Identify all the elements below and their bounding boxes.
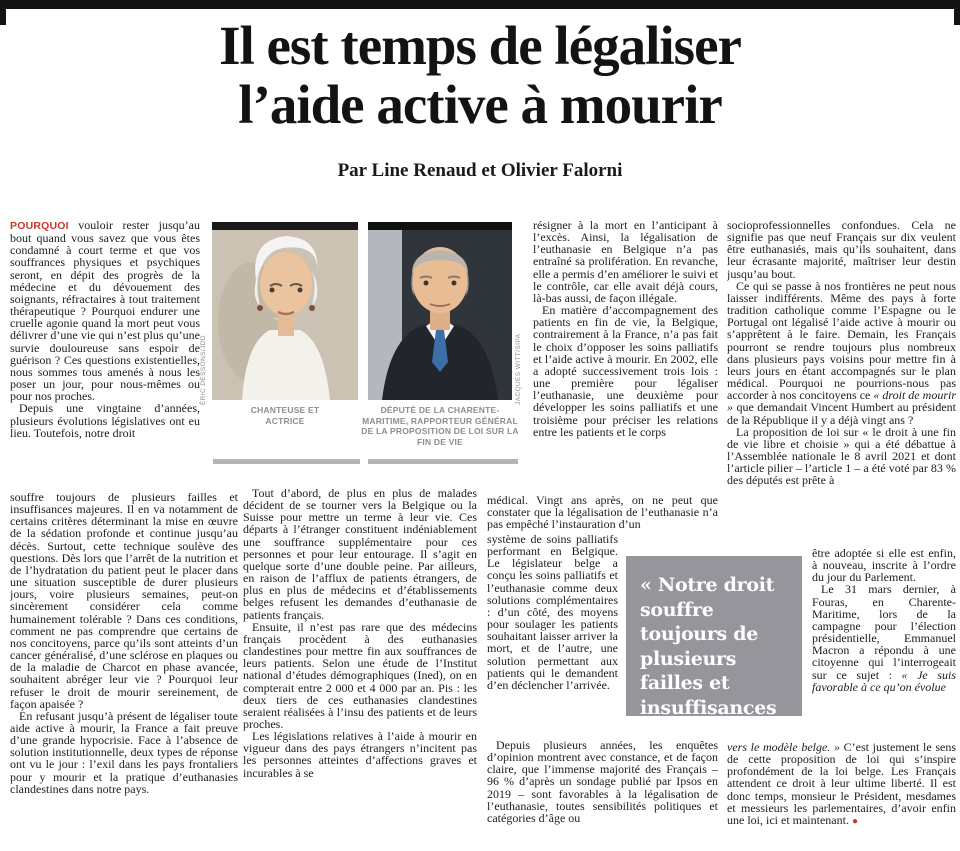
article-column-3-beside-quote <box>487 533 618 739</box>
article-end-mark: ● <box>851 815 859 827</box>
portrait-illustration-woman <box>212 222 358 400</box>
paragraph: Les législations relatives à l’aide à mourir en vigueur dans des pays étrangers n’incitent pas les personnes atteintes d’affections graves et incurables à se <box>243 729 477 780</box>
macron-quote-start: « Je suis favorable à ce qu’on évolue <box>812 667 956 694</box>
caption-divider-left <box>213 459 360 464</box>
paragraph: médical. Vingt ans après, on ne peut que constater que la légalisation de l’euthanasie n’a pas empêché l’instauration d’un <box>487 494 718 532</box>
paragraph <box>727 741 956 828</box>
paragraph-text: vouloir rester jusqu’au bout quand vous savez que vous êtes condamné à court terme et que vos souffrances physiques et psychiques seront, en dépit des progrès de la médecine et du dévouement des soignants, réfractaires à tout traitement thérapeutique ? Pourquoi endurer une cruelle agonie quand la mort peut vous délivrer d’une vie qui n’est plus qu’une survie douloureuse sans espoir de guérison ? Ces questions existentielles, nous sommes tous amenés à nous les poser un jour, pour nous-mêmes ou pour nos proches. <box>10 219 200 404</box>
article-column-4-bottom <box>727 741 956 850</box>
caption-divider-right <box>368 459 518 464</box>
headline-line-2: l’aide active à mourir <box>238 74 722 135</box>
portrait-photo-olivier-falorni <box>368 222 512 400</box>
paragraph: Tout d’abord, de plus en plus de malades décident de se tourner vers la Belgique ou la Suisse pour mettre un terme à leur vie. Ces départs à l’étranger constituent indéniablement une souffrance supplémentaire pour ces personnes et pour leur entourage. Il s’agit en quelque sorte d’une double peine. Par ailleurs, en raison de l’afflux de patients étrangers, de plus en plus de médecins et d’établissements belges refusent les demandes d’euthanasie de patients français. <box>243 487 477 622</box>
article-column-1-bottom <box>10 491 238 851</box>
paragraph: En refusant jusqu’à présent de légaliser toute aide active à mourir, la France a fait preuve d’une grande hypocrisie. Face à l’absence de solution institutionnelle, deux types de réponse ont vu le jour : l’exil dans les pays frontaliers pour y mourir et la pratique d’euthanasies clandestines dans notre pays. <box>10 708 238 796</box>
portrait-illustration-man <box>368 222 512 400</box>
paragraph-text: que demandait Vincent Humbert au président de la République il y a déjà vingt ans ? <box>727 400 956 427</box>
lead-in-word: POURQUOI <box>10 220 69 232</box>
paragraph: En matière d’accompagnement des patients en fin de vie, la Belgique, contrairement à la France, n’a pas fait le choix d’opposer les soins palliatifs et l’aide active à mourir. En 2002, elle a adopté successivement trois lois : une première pour légaliser l’euthanasie, une deuxième pour développer les soins palliatifs et une troisième pour préciser les relations entre les patients et le corps <box>533 303 718 439</box>
byline: Par Line Renaud et Olivier Falorni <box>337 160 623 181</box>
paragraph: souffre toujours de plusieurs failles et insuffisances majeures. Il en va notamment de certains critères déterminant la mise en œuvre de la sédation profonde et continue jusqu’au décès. Surtout, cette technique soulève des questions. Dès lors que l’arrêt de la nutrition et de l’hydratation du patient peut le placer dans une situation susceptible de durer plusieurs jours, voire plusieurs semaines, peut-on sincèrement considérer cela comme humainement tolérable ? Dans ces conditions, comment ne pas comprendre que certains de nos concitoyens, parce qu’ils sont atteints d’un cancer généralisé, d’une sclérose en plaques ou de la maladie de Charcot en phase avancée, souhaitent abréger leur vie ? Pourquoi leur refuser le droit de mourir sereinement, de façon apaisée ? <box>10 491 238 711</box>
page-top-edge-bar <box>0 0 960 9</box>
headline <box>0 16 960 134</box>
quoted-phrase: « droit de mourir » <box>727 388 956 415</box>
paragraph-text: C’est justement le sens de cette proposition de loi qui s’inspire profondément de la loi belge. Les Français attendent ce droit à leur ultime liberté. Il est donc temps, monsieur le Président, mesdames et messieurs les parlementaires, d’avoir enfin une loi, ici et maintenant. <box>727 741 956 827</box>
paragraph: être adoptée si elle est enfin, à nouveau, inscrite à l’ordre du jour du Parlement. <box>812 547 956 585</box>
pull-quote-box <box>626 556 802 743</box>
paragraph: Depuis plusieurs années, les enquêtes d’opinion montrent avec constance, et de façon claire, que l’immense majorité des Français – 96 % d’après un sondage publié par Ipsos en 2019 – sont favorables à la légalisation de l’euthanasie, toutes sensibilités politiques et catégories d’âge ou <box>487 739 718 825</box>
paragraph-text: Ce qui se passe à nos frontières ne peut nous laisser indifférents. Même des pays à forte tradition catholique comme l’Espagne ou le Portugal ont légalisé l’aide active à mourir ou s’apprêtent à le faire. Demain, les Français pourront se rendre toujours plus nombreux dans plusieurs pays voisins pour mettre fin à leurs jours en étant accompagnés sur le plan médical. Pourquoi ne pourrions-nous pas accorder à nos concitoyens ce <box>727 278 956 403</box>
paragraph: résigner à la mort en l’anticipant à l’excès. Ainsi, la légalisation de l’euthanasie en Belgique n’a pas entraîné sa prolifération. En revanche, elle a permis d’en améliorer le suivi et le contrôle, car elle avait déjà cours, là-bas aussi, de façon illégale. <box>533 219 718 305</box>
photo-caption-right: DÉPUTÉ DE LA CHARENTE-MARITIME, RAPPORTEUR GÉNÉRAL DE LA PROPOSITION DE LOI SUR LA FIN DE VIE <box>361 405 519 447</box>
paragraph: La proposition de loi sur « le droit à une fin de vie libre et choisie » qui a été débattue à l’Assemblée nationale le 8 avril 2021 et dont l’article pilier – l’article 1 – a été voté par 83 % des députés est prête à <box>727 424 956 488</box>
article-column-2 <box>243 487 477 850</box>
paragraph <box>10 219 200 402</box>
paragraph: système de soins palliatifs performant en Belgique. Le législateur belge a conçu les soins palliatifs et l’euthanasie comme deux solutions complémentaires : d’un côté, des moyens pour soulager les patients souhaitant laisser arriver la mort, et de l’autre, une solution permettant aux patients qui le demandent d’en déclencher l’arrivée. <box>487 533 618 692</box>
article-column-3-bottom <box>487 739 718 850</box>
paragraph: Ensuite, il n’est pas rare que des médecins français procèdent à des euthanasies clandestines pour mettre fin aux souffrances de leurs patients. Selon une étude de l’Institut national d’études démographiques (Ined), on en compterait entre 2 000 et 4 000 par an. Pis : les deux tiers de ces euthanasies clandestines seraient réalisées à l’insu des patients et de leurs proches. <box>243 619 477 731</box>
portrait-photo-line-renaud <box>212 222 358 400</box>
article-column-1-top <box>10 219 200 491</box>
paragraph: socioprofessionnelles confondues. Cela ne signifie pas que neuf Français sur dix veulent être euthanasiés, mais qu’ils souhaitent, dans leur écrasante majorité, maîtriser leur destin jusqu’au bout. <box>727 219 956 281</box>
paragraph <box>727 280 956 426</box>
photo-credit-left: ÉRIC DESSONS/JDD <box>200 335 207 405</box>
headline-line-1: Il est temps de légaliser <box>219 15 741 76</box>
macron-quote-end: vers le modèle belge. » <box>727 741 840 754</box>
article-column-3-wide <box>487 494 718 533</box>
article-column-4-top <box>727 219 956 547</box>
photo-caption-left: CHANTEUSE ET ACTRICE <box>250 405 320 426</box>
article-column-4-beside-quote <box>812 547 956 741</box>
pull-quote-text: « Notre droit souffre toujours de plusieurs failles et insuffisances majeures » <box>640 574 777 743</box>
photo-credit-right: JACQUES WITT/SIPA <box>515 333 522 405</box>
article-column-3-top <box>533 219 718 493</box>
paragraph <box>812 583 956 692</box>
paragraph: Depuis une vingtaine d’années, plusieurs évolutions législatives ont eu lieu. Toutefois, notre droit <box>10 401 200 440</box>
paragraph-text: Le 31 mars dernier, à Fouras, en Charente-Maritime, lors de la campagne pour l’élection présidentielle, Emmanuel Macron a répondu à une citoyenne qui l’interrogeait sur ce sujet : <box>812 582 956 682</box>
